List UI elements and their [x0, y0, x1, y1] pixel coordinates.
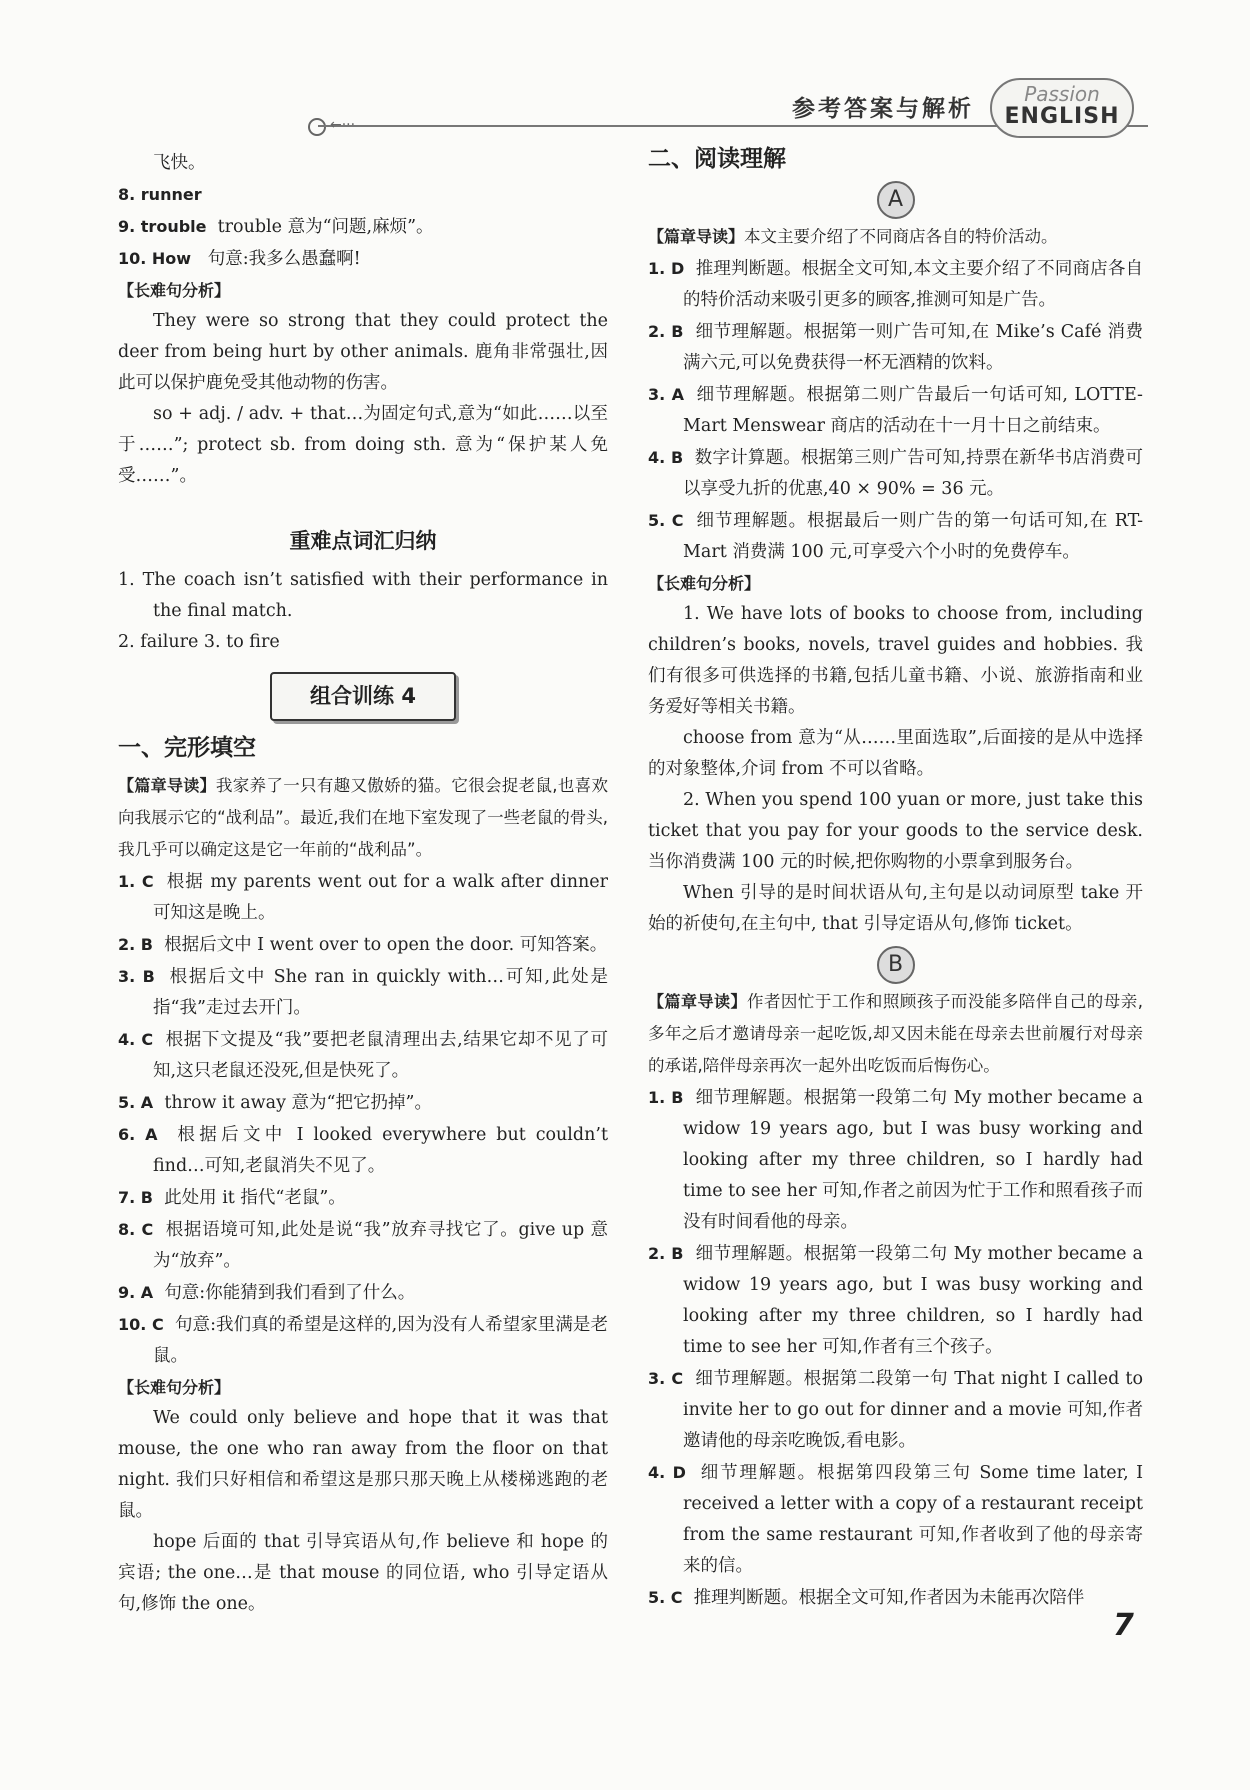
answer-text: 细节理解题。根据第四段第三句 Some time later, I received a letter with a copy of a restaurant receipt from the same restaurant 可知,作者收到了他的母亲寄来的信。 [683, 1463, 1143, 1576]
answer-text: 根据后文中 I went over to open the door. 可知答案。 [164, 935, 608, 955]
answer-item [648, 1457, 1143, 1582]
answer-text: 此处用 it 指代“老鼠”。 [164, 1188, 346, 1208]
answer-text: 细节理解题。根据最后一则广告的第一句话可知,在 RT-Mart 消费满 100 元,可享受六个小时的免费停车。 [683, 511, 1143, 562]
answer-text: 根据 my parents went out for a walk after dinner 可知这是晚上。 [153, 872, 608, 923]
answer-number: 2. B [648, 322, 684, 341]
answer-item [118, 1309, 608, 1372]
right-column [648, 148, 1143, 1614]
answer-number: 5. A [118, 1093, 154, 1112]
logo-line-2: ENGLISH [1004, 104, 1120, 129]
answer-text: 根据后文中 She ran in quickly with…可知,此处是指“我”走过去开门。 [153, 967, 608, 1018]
section-heading-cloze: 一、完形填空 [118, 735, 256, 761]
answer-item [118, 211, 608, 243]
answer-number: 3. C [648, 1369, 684, 1388]
guide-text: 作者因忙于工作和照顾孩子而没能多陪伴自己的母亲,多年之后才邀请母亲一起吃饭,却又因未能在母亲去世前履行对母亲的承诺,陪伴母亲再次一起外出吃饭而后悔伤心。 [648, 992, 1143, 1075]
answer-item [118, 1277, 608, 1309]
answer-item [648, 442, 1143, 505]
analysis-paragraph: hope 后面的 that 引导宾语从句,作 believe 和 hope 的宾语; the one…是 that mouse 的同位语, who 引导定语从句,修饰 the one。 [118, 1532, 608, 1614]
answer-number: 10. C [118, 1315, 164, 1334]
answer-item [648, 1363, 1143, 1457]
answer-text: 根据语境可知,此处是说“我”放弃寻找它了。give up 意为“放弃”。 [153, 1220, 608, 1271]
answer-number: 4. B [648, 448, 684, 467]
guide-tag: 【篇章导读】 [118, 776, 216, 795]
answer-number: 8. runner [118, 185, 202, 204]
answer-number: 7. B [118, 1188, 153, 1207]
section-tag: 【长难句分析】 [118, 281, 231, 300]
answer-number: 4. D [648, 1463, 686, 1482]
answer-number: 2. B [118, 935, 153, 954]
answer-text: 根据下文提及“我”要把老鼠清理出去,结果它却不见了可知,这只老鼠还没死,但是快死了。 [153, 1030, 608, 1081]
analysis-paragraph: so + adj. / adv. + that…为固定句式,意为“如此……以至于……”; protect sb. from doing sth. 意为“保护某人免受……”。 [118, 404, 608, 486]
guide-text: 我家养了一只有趣又傲娇的猫。它很会捉老鼠,也喜欢向我展示它的“战利品”。最近,我们在地下室发现了一些老鼠的骨头,我几乎可以确定这是它一年前的“战利品”。 [118, 776, 608, 859]
header-rule-dot [308, 118, 326, 136]
answer-item [118, 961, 608, 1024]
passage-b-marker-wrap [648, 946, 1143, 984]
answer-text: 句意:我们真的希望是这样的,因为没有人希望家里满是老鼠。 [153, 1315, 608, 1366]
answer-text: 细节理解题。根据第一段第二句 My mother became a widow 19 years ago, but I was busy working and looking after my three children, so I hardly had time to see her 可知,作者有三个孩子。 [683, 1244, 1143, 1357]
vocab-item: 1. The coach isn’t satisfied with their performance in the final match. [118, 570, 608, 621]
answer-item [648, 1238, 1143, 1363]
answer-number: 2. B [648, 1244, 684, 1263]
answer-item [118, 1182, 608, 1214]
section-tag: 【长难句分析】 [118, 1378, 231, 1397]
answer-item [118, 243, 608, 275]
answer-number: 5. C [648, 511, 684, 530]
answer-number: 6. A [118, 1125, 158, 1144]
guide-tag: 【篇章导读】 [648, 227, 745, 246]
guide-paragraph [648, 221, 1143, 253]
analysis-paragraph: We could only believe and hope that it was that mouse, the one who ran away from the floor on that night. 我们只好相信和希望这是那只那天晚上从楼梯逃跑的老鼠。 [118, 1408, 608, 1521]
analysis-paragraph: When 引导的是时间状语从句,主句是以动词原型 take 开始的祈使句,在主句中, that 引导定语从句,修饰 ticket。 [648, 883, 1143, 934]
answer-number: 4. C [118, 1030, 154, 1049]
answer-item [648, 253, 1143, 316]
vocab-heading: 重难点词汇归纳 [289, 529, 437, 553]
answer-text: 句意:我多么愚蠢啊! [207, 249, 361, 269]
answer-text: trouble 意为“问题,麻烦”。 [217, 217, 434, 237]
text-line: 飞快。 [153, 153, 206, 173]
answer-text: 细节理解题。根据第一则广告可知,在 Mike’s Café 消费满六元,可以免费获得一杯无酒精的饮料。 [683, 322, 1143, 373]
passion-english-logo [990, 78, 1134, 138]
header-title: 参考答案与解析 [792, 96, 974, 122]
guide-paragraph [118, 770, 608, 866]
section-heading-reading: 二、阅读理解 [648, 146, 786, 172]
answer-text: 推理判断题。根据全文可知,本文主要介绍了不同商店各自的特价活动来吸引更多的顾客,推测可知是广告。 [683, 259, 1143, 310]
answer-item [118, 1087, 608, 1119]
left-column [118, 148, 608, 1620]
answer-text: 句意:你能猜到我们看到了什么。 [164, 1283, 416, 1303]
guide-tag: 【篇章导读】 [648, 992, 747, 1011]
answer-number: 5. C [648, 1588, 683, 1607]
guide-text: 本文主要介绍了不同商店各自的特价活动。 [744, 227, 1058, 246]
answer-item [118, 1214, 608, 1277]
answer-text: 细节理解题。根据第二则广告最后一句话可知, LOTTE-Mart Menswear 商店的活动在十一月十日之前结束。 [683, 385, 1143, 436]
analysis-paragraph: 2. When you spend 100 yuan or more, just take this ticket that you pay for your goods to the service desk. 当你消费满 100 元的时候,把你购物的小票拿到服务台。 [648, 790, 1143, 872]
page-number: 7 [1113, 1608, 1134, 1643]
analysis-paragraph: choose from 意为“从……里面选取”,后面接的是从中选择的对象整体,介词 from 不可以省略。 [648, 728, 1143, 779]
answer-item [118, 1119, 608, 1182]
answer-number: 3. B [118, 967, 155, 986]
answer-number: 1. C [118, 872, 154, 891]
answer-item [648, 316, 1143, 379]
passage-a-marker: A [877, 181, 915, 219]
answer-number: 9. A [118, 1283, 154, 1302]
answer-item [118, 866, 608, 929]
answer-text: 数字计算题。根据第三则广告可知,持票在新华书店消费可以享受九折的优惠,40 × 90% = 36 元。 [683, 448, 1143, 499]
answer-text: throw it away 意为“把它扔掉”。 [164, 1093, 432, 1113]
exercise-box-wrap [118, 672, 608, 721]
answer-number: 10. How [118, 249, 192, 268]
exercise-title-box: 组合训练 4 [270, 672, 456, 721]
answer-number: 3. A [648, 385, 684, 404]
answer-item [118, 1024, 608, 1087]
answer-text: 推理判断题。根据全文可知,作者因为未能再次陪伴 [693, 1588, 1085, 1608]
answer-number: 8. C [118, 1220, 154, 1239]
analysis-paragraph: 1. We have lots of books to choose from, including children’s books, novels, travel guides and hobbies. 我们有很多可供选择的书籍,包括儿童书籍、小说、旅游指南和业务爱好等相关书籍。 [648, 604, 1143, 717]
passage-b-marker: B [877, 946, 915, 984]
answer-item [648, 505, 1143, 568]
answer-text: 细节理解题。根据第一段第二句 My mother became a widow 19 years ago, but I was busy working and looking after my three children, so I hardly had time to see her 可知,作者之前因为忙于工作和照看孩子而没有时间看他的母亲。 [683, 1088, 1143, 1232]
answer-item [118, 929, 608, 961]
logo-line-1: Passion [1024, 82, 1100, 106]
header-arrow: ←··· [330, 117, 356, 133]
guide-paragraph [648, 986, 1143, 1082]
passage-a-marker-wrap [648, 181, 1143, 219]
answer-number: 9. trouble [118, 217, 207, 236]
answer-item [648, 1582, 1143, 1614]
answer-number: 1. D [648, 259, 685, 278]
section-tag: 【长难句分析】 [648, 574, 761, 593]
analysis-paragraph: They were so strong that they could protect the deer from being hurt by other animals. 鹿角非常强壮,因此可以保护鹿免受其他动物的伤害。 [118, 311, 608, 393]
answer-item [648, 379, 1143, 442]
answer-text: 细节理解题。根据第二段第一句 That night I called to invite her to go out for dinner and a movie 可知,作者邀请他的母亲吃晚饭,看电影。 [683, 1369, 1143, 1451]
answer-item [648, 1082, 1143, 1238]
answer-number: 1. B [648, 1088, 684, 1107]
answer-item [118, 179, 608, 211]
answer-text: 根据后文中 I looked everywhere but couldn’t find…可知,老鼠消失不见了。 [153, 1125, 608, 1176]
vocab-item: 2. failure 3. to fire [118, 632, 280, 652]
